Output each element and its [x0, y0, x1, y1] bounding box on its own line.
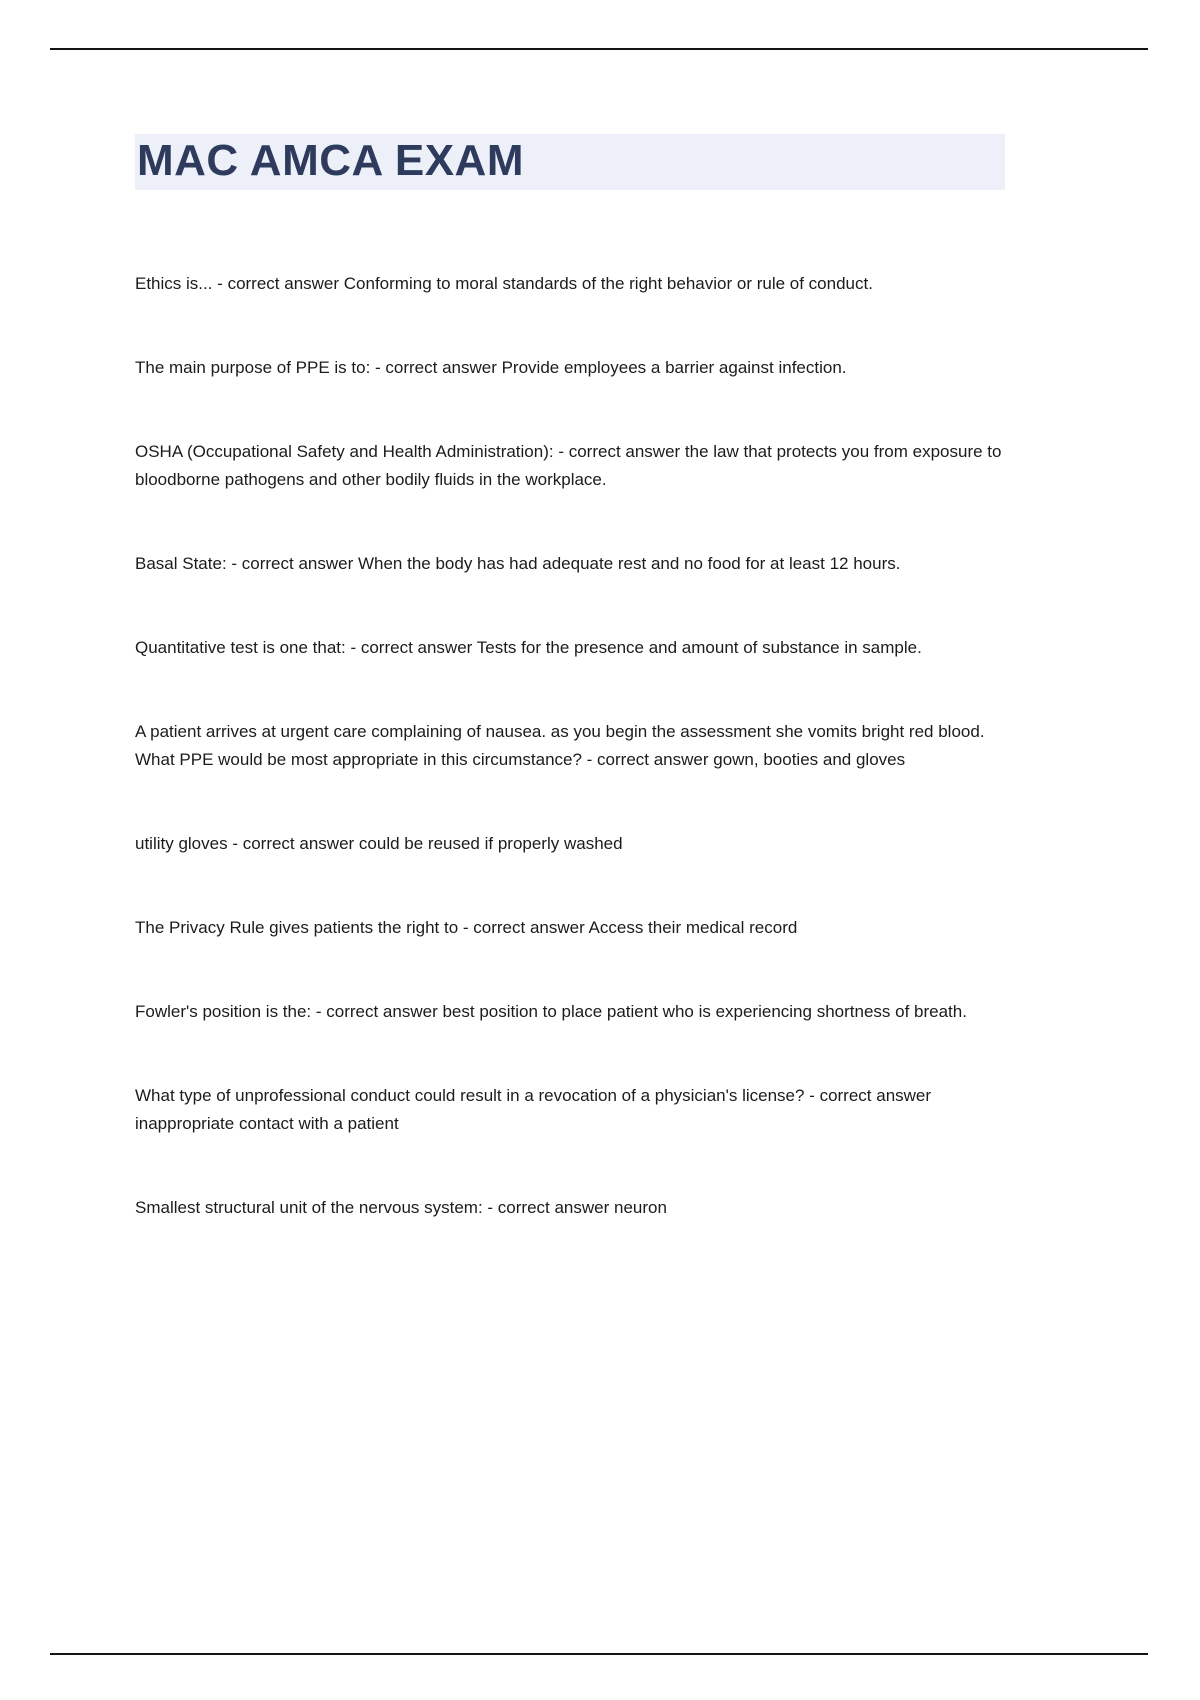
qa-item: A patient arrives at urgent care complaining of nausea. as you begin the assessment she vomits bright red blood. What PPE would be most appropriate in this circumstance? - correct answer gown, booties and gloves [135, 722, 985, 769]
qa-item: Basal State: - correct answer When the body has had adequate rest and no food for at least 12 hours. [135, 554, 901, 573]
page-title: MAC AMCA EXAM [137, 136, 524, 185]
title-highlight-bar [135, 134, 1005, 190]
top-border-rule [50, 48, 1148, 50]
qa-item: Smallest structural unit of the nervous system: - correct answer neuron [135, 1198, 667, 1217]
qa-item: The Privacy Rule gives patients the right to - correct answer Access their medical record [135, 918, 798, 937]
qa-item: Ethics is... - correct answer Conforming to moral standards of the right behavior or rule of conduct. [135, 274, 873, 293]
qa-list [135, 270, 1007, 1278]
qa-item: Quantitative test is one that: - correct answer Tests for the presence and amount of substance in sample. [135, 638, 922, 657]
qa-item: OSHA (Occupational Safety and Health Administration): - correct answer the law that protects you from exposure to bloodborne pathogens and other bodily fluids in the workplace. [135, 442, 1002, 489]
qa-item: Fowler's position is the: - correct answer best position to place patient who is experiencing shortness of breath. [135, 1002, 967, 1021]
qa-item: What type of unprofessional conduct could result in a revocation of a physician's license? - correct answer inappropriate contact with a patient [135, 1086, 932, 1133]
qa-item: utility gloves - correct answer could be reused if properly washed [135, 834, 623, 853]
qa-item: The main purpose of PPE is to: - correct answer Provide employees a barrier against infection. [135, 358, 847, 377]
bottom-border-rule [50, 1653, 1148, 1655]
